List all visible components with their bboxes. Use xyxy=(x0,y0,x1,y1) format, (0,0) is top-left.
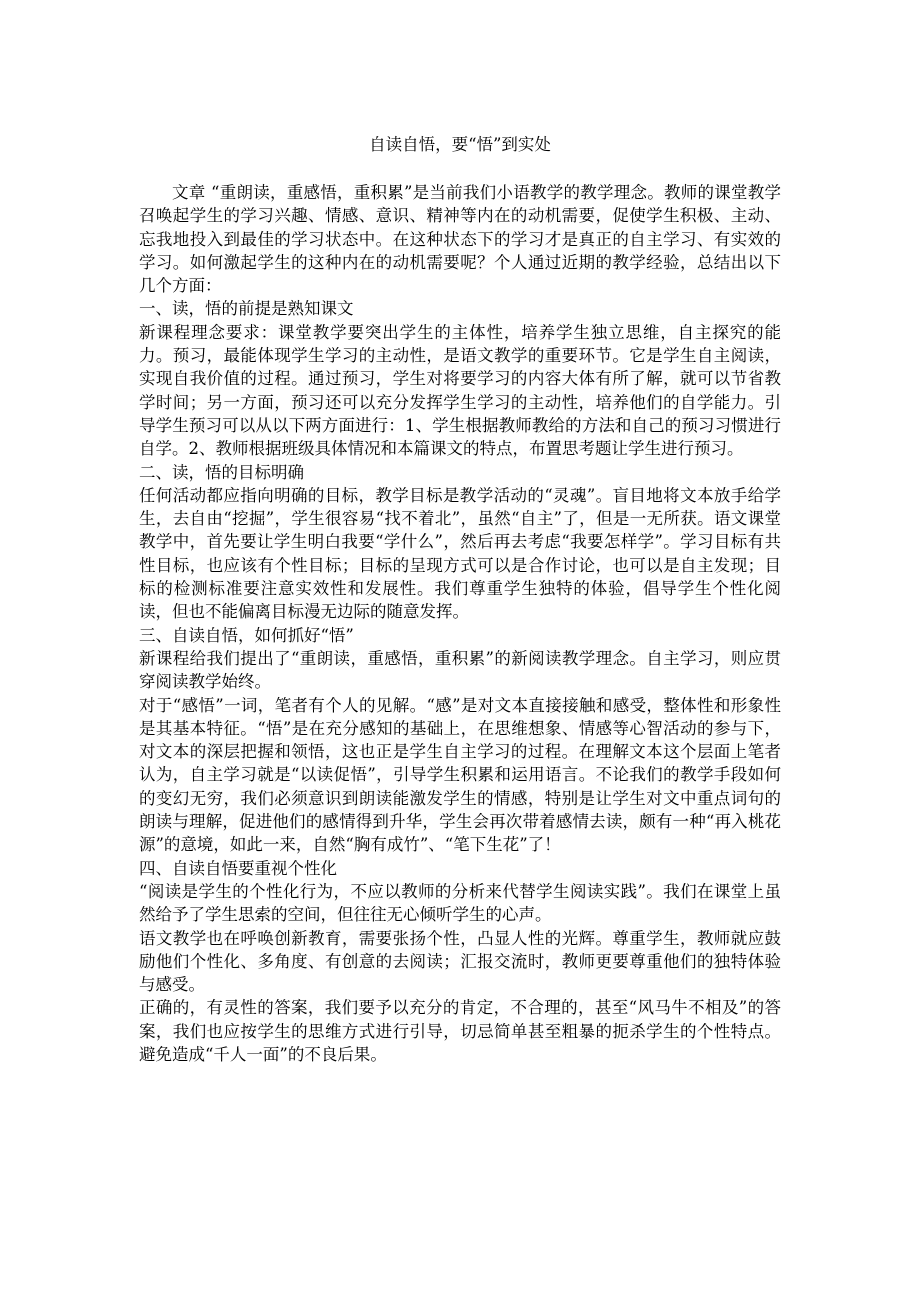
section-heading: 一、读，悟的前提是熟知课文 xyxy=(139,299,354,319)
paragraph: 新课程理念要求：课堂教学要突出学生的主体性，培养学生独立思维，自主探究的能力。预习，最能体现学生学习的主动性，是语文教学的重要环节。它是学生自主阅读，实现自我价值的过程。通过预习，学生对将要学习的内容大体有所了解，就可以节省教学时间；另一方面，预习还可以充分发挥学生学习的主动性，培养他们的自学能力。引导学生预习可以从以下两方面进行：1、学生根据教师教给的方法和自己的预习习惯进行自学。2、教师根据班级具体情况和本篇课文的特点，布置思考题让学生进行预习。 xyxy=(139,322,781,459)
paragraph: 文章 “重朗读，重感悟，重积累”是当前我们小语教学的教学理念。教师的课堂教学召唤起学生的学习兴趣、情感、意识、精神等内在的动机需要，促使学生积极、主动、忘我地投入到最佳的学习状态中。在这种状态下的学习才是真正的自主学习、有实效的学习。如何激起学生的这种内在的动机需要呢？个人通过近期的教学经验，总结出以下几个方面： xyxy=(139,183,781,296)
paragraph: 语文教学也在呼唤创新教育，需要张扬个性，凸显人性的光辉。尊重学生，教师就应鼓励他们个性化、多角度、有创意的去阅读；汇报交流时，教师更要尊重他们的独特体验与感受。 xyxy=(139,928,781,995)
paragraph: “阅读是学生的个性化行为，不应以教师的分析来代替学生阅读实践”。我们在课堂上虽然给予了学生思索的空间，但往往无心倾听学生的心声。 xyxy=(139,881,781,925)
document-body xyxy=(139,181,781,1066)
paragraph: 对于“感悟”一词，笔者有个人的见解。“感”是对文本直接接触和感受，整体性和形象性是其基本特征。“悟”是在充分感知的基础上，在思维想象、情感等心智活动的参与下，对文本的深层把握和领悟，这也正是学生自主学习的过程。在理解文本这个层面上笔者认为，自主学习就是“以读促悟”，引导学生积累和运用语言。不论我们的教学手段如何的变幻无穷，我们必须意识到朗读能激发学生的情感，特别是让学生对文中重点词句的朗读与理解，促进他们的感情得到升华，学生会再次带着感情去读，颇有一种“再入桃花源”的意境，如此一来，自然“胸有成竹”、“笔下生花”了！ xyxy=(139,695,781,855)
document-page xyxy=(139,0,781,1302)
paragraph: 新课程给我们提出了“重朗读，重感悟，重积累”的新阅读教学理念。自主学习，则应贯穿阅读教学始终。 xyxy=(139,648,781,692)
section-heading: 三、自读自悟，如何抓好“悟” xyxy=(139,625,354,645)
paragraph: 正确的，有灵性的答案，我们要予以充分的肯定，不合理的，甚至“风马牛不相及”的答案，我们也应按学生的思维方式进行引导，切忌简单甚至粗暴的扼杀学生的个性特点。避免造成“千人一面”的不良后果。 xyxy=(139,998,781,1064)
paragraph: 任何活动都应指向明确的目标，教学目标是教学活动的“灵魂”。盲目地将文本放手给学生，去自由“挖掘”，学生很容易“找不着北”，虽然“自主”了，但是一无所获。语文课堂教学中，首先要让学生明白我要“学什么”，然后再去考虑“我要怎样学”。学习目标有共性目标，也应该有个性目标；目标的呈现方式可以是合作讨论，也可以是自主发现；目标的检测标准要注意实效性和发展性。我们尊重学生独特的体验，倡导学生个性化阅读，但也不能偏离目标漫无边际的随意发挥。 xyxy=(139,485,781,622)
document-title: 自读自悟，要“悟”到实处 xyxy=(369,135,551,154)
section-heading: 四、自读自悟要重视个性化 xyxy=(139,858,337,878)
section-heading: 二、读，悟的目标明确 xyxy=(139,462,304,482)
